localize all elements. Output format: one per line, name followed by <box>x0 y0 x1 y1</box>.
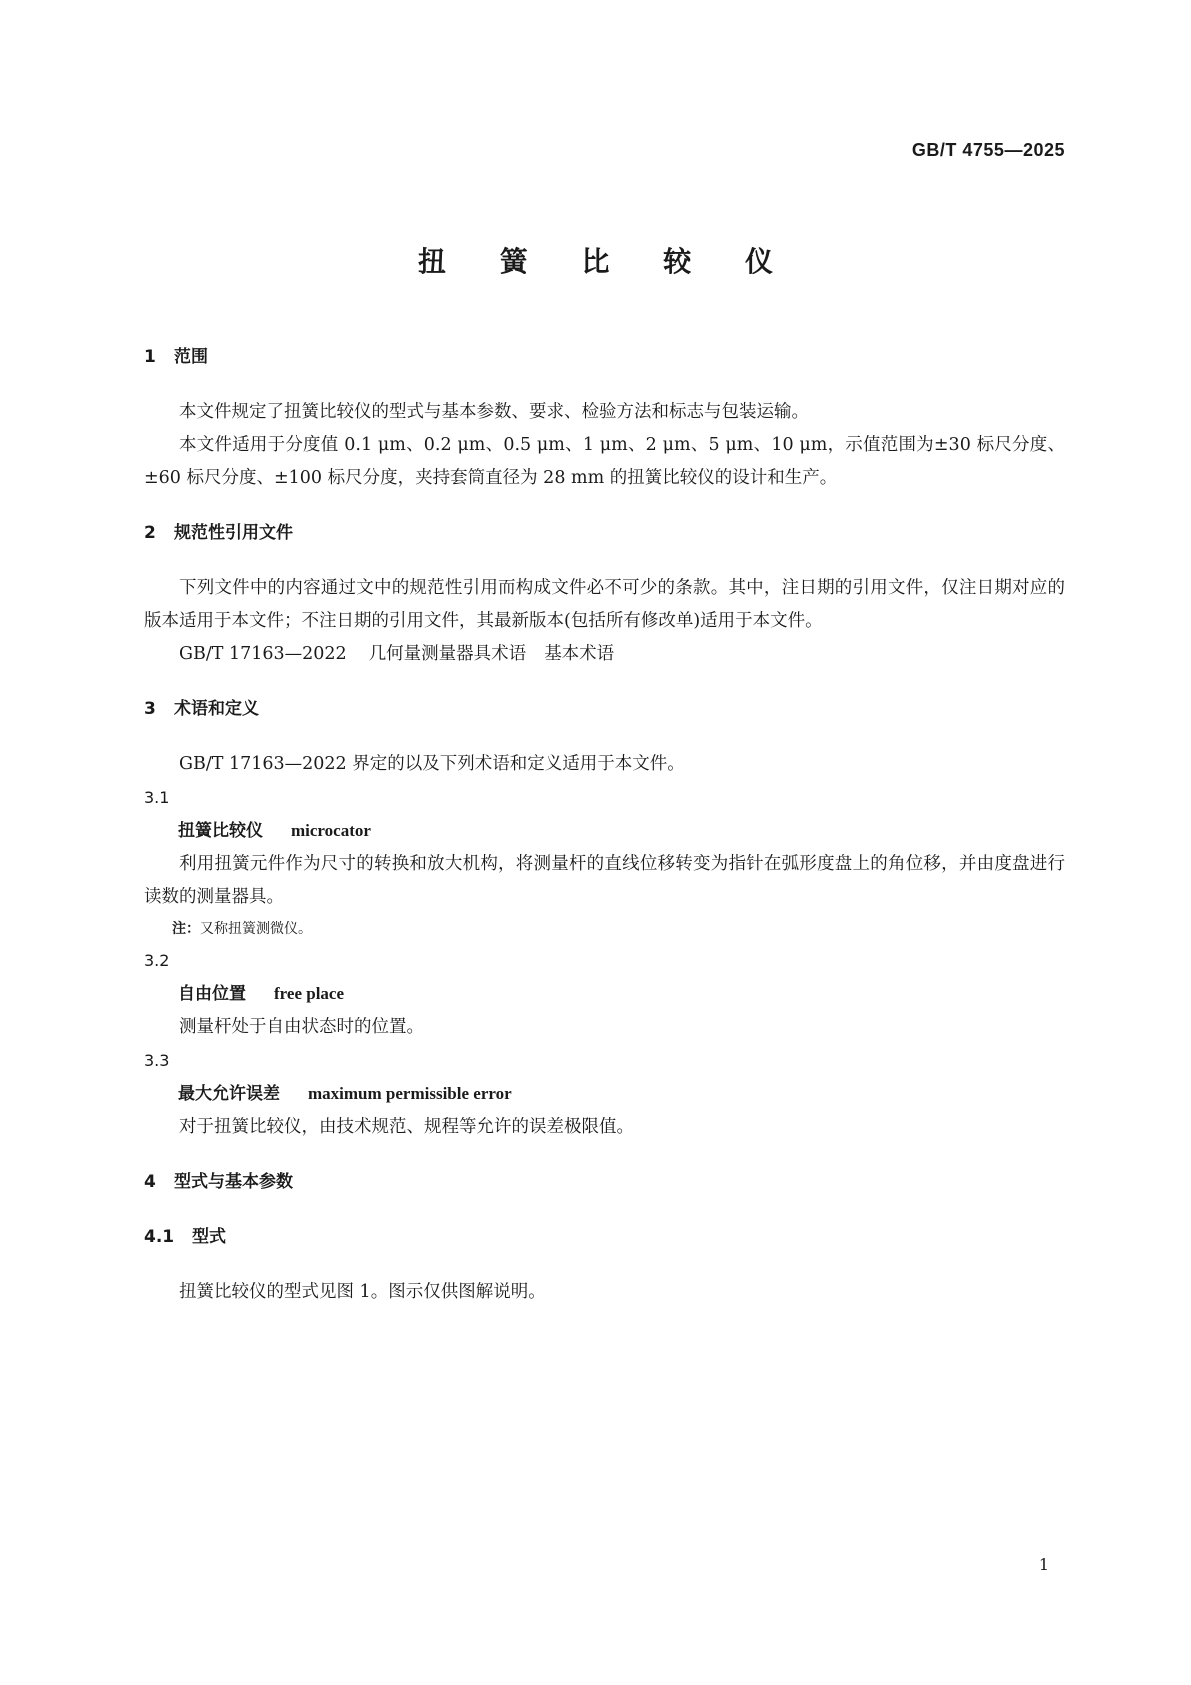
term-zh: 最大允许误差 <box>178 1084 280 1104</box>
subsection-title: 型式 <box>192 1227 226 1247</box>
term-definition: 利用扭簧元件作为尺寸的转换和放大机构，将测量杆的直线位移转变为指针在弧形度盘上的角位移，并由度盘进行读数的测量器具。 <box>144 854 1065 907</box>
standard-number: GB/T 4755—2025 <box>911 140 1065 160</box>
section-3-heading <box>144 693 1065 726</box>
section-number: 4 <box>144 1172 156 1192</box>
term-heading <box>144 814 1065 848</box>
page-number: 1 <box>1038 1555 1049 1574</box>
term-number: 3.2 <box>144 951 170 970</box>
term-heading <box>144 1077 1065 1111</box>
scope-paragraph-1: 本文件规定了扭簧比较仪的型式与基本参数、要求、检验方法和标志与包装运输。 <box>179 402 809 422</box>
section-title: 型式与基本参数 <box>174 1172 293 1192</box>
term-zh: 自由位置 <box>178 984 246 1004</box>
reference-entry <box>144 638 1065 671</box>
term-definition: 测量杆处于自由状态时的位置。 <box>179 1017 424 1037</box>
section-title: 术语和定义 <box>174 699 259 719</box>
normative-references-paragraph: 下列文件中的内容通过文中的规范性引用而构成文件必不可少的条款。其中，注日期的引用文件，仅注日期对应的版本适用于本文件；不注日期的引用文件，其最新版本(包括所有修改单)适用于本文件。 <box>144 578 1065 631</box>
note-text: 又称扭簧测微仪。 <box>200 921 312 937</box>
terms-intro-paragraph: GB/T 17163—2022 界定的以及下列术语和定义适用于本文件。 <box>179 754 685 774</box>
section-1-heading <box>144 341 1065 374</box>
section-title: 范围 <box>174 347 208 367</box>
term-en: maximum permissible error <box>308 1084 512 1103</box>
subsection-4-1-heading <box>144 1221 1065 1254</box>
reference-title: 几何量测量器具术语 <box>368 644 527 664</box>
note-label: 注： <box>172 921 200 937</box>
section-number: 1 <box>144 347 156 367</box>
term-definition: 对于扭簧比较仪，由技术规范、规程等允许的误差极限值。 <box>179 1117 634 1137</box>
section-2-heading <box>144 517 1065 550</box>
subsection-number: 4.1 <box>144 1227 175 1247</box>
section-title: 规范性引用文件 <box>174 523 293 543</box>
document-body <box>144 341 1065 1309</box>
reference-subtitle: 基本术语 <box>544 644 615 664</box>
term-number: 3.1 <box>144 788 170 807</box>
reference-code: GB/T 17163—2022 <box>179 644 347 664</box>
scope-paragraph-2: 本文件适用于分度值 0.1 μm、0.2 μm、0.5 μm、1 μm、2 μm、5 μm、10 μm，示值范围为±30 标尺分度、±60 标尺分度、±100 标尺分度，夹持套筒直径为 28 mm 的扭簧比较仪的设计和生产。 <box>144 435 1065 488</box>
document-title: 扭 簧 比 较 仪 <box>418 245 795 278</box>
term-en: microcator <box>291 821 371 840</box>
term-number: 3.3 <box>144 1051 170 1070</box>
term-heading <box>144 977 1065 1011</box>
section-number: 2 <box>144 523 156 543</box>
section-4-heading <box>144 1166 1065 1199</box>
term-zh: 扭簧比较仪 <box>178 821 263 841</box>
section-number: 3 <box>144 699 156 719</box>
term-en: free place <box>274 984 345 1003</box>
term-note <box>144 914 1065 944</box>
type-paragraph: 扭簧比较仪的型式见图 1。图示仅供图解说明。 <box>179 1282 546 1302</box>
